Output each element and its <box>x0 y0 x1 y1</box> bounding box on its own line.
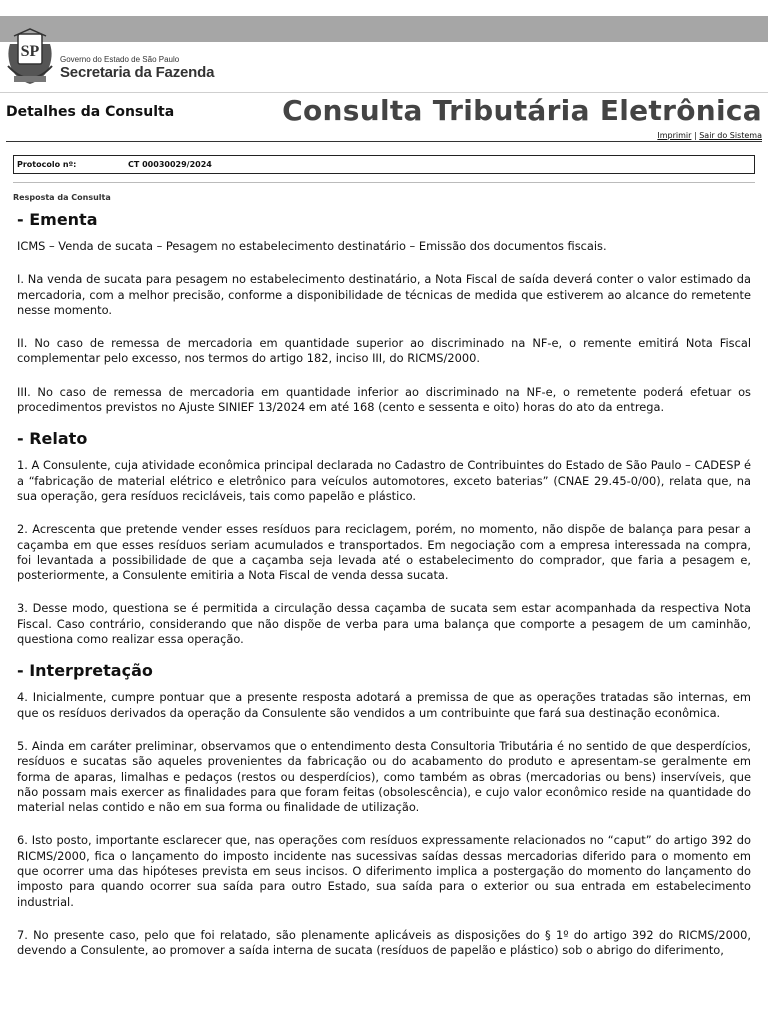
interpretacao-paragraph: 6. Isto posto, importante esclarecer que, nas operações com resíduos expressamente relacionados no “caput” do artigo 392 do RICMS/2000, fica o lançamento do imposto incidente nas sucessivas saídas dessas mercadorias diferido para o momento em que ocorrer uma das hipóteses prevista em seus incisos. O diferimento implica a postergação do momento do lançamento do imposto para quando ocorrer sua saída para outro Estado, sua saída para o exterior ou sua entrada em estabelecimento industrial. <box>17 833 751 909</box>
details-title: Detalhes da Consulta <box>6 104 175 120</box>
department-name: Secretaria da Fazenda <box>60 64 215 81</box>
page-title: Consulta Tributária Eletrônica <box>282 94 762 127</box>
protocol-divider <box>13 182 755 183</box>
relato-paragraph: 2. Acrescenta que pretende vender esses resíduos para reciclagem, porém, no momento, não dispõe de balança para pesar a caçamba em que esses resíduos seriam acumulados e transportados. Em negociação com a empresa interessada na compra, foi levantada a possibilidade de que a caçamba seja levada até o estabelecimento do comprador, que faria a pesagem e, posteriormente, a Consulente emitiria a Nota Fiscal de venda dessa sucata. <box>17 522 751 583</box>
site-header <box>0 0 768 96</box>
interpretacao-heading: - Interpretação <box>17 661 153 681</box>
sao-paulo-crest-icon <box>4 26 56 88</box>
protocol-label: Protocolo nº: <box>17 160 77 169</box>
ementa-paragraph: III. No caso de remessa de mercadoria em quantidade inferior ao discriminado na NF-e, o remetente poderá efetuar os procedimentos previstos no Ajuste SINIEF 13/2024 em até 168 (cento e sessenta e oito) horas do ato da entrega. <box>17 384 751 415</box>
logout-link[interactable]: Sair do Sistema <box>699 131 762 140</box>
relato-paragraph: 1. A Consulente, cuja atividade econômica principal declarada no Cadastro de Contribuintes do Estado de São Paulo – CADESP é a “fabricação de material elétrico e eletrônico para veículos automotores, exceto baterias” (CNAE 29.45-0/00), relata que, na sua operação, gera resíduos recicláveis, tais como papelão e plástico. <box>17 458 751 503</box>
interpretacao-paragraph: 7. No presente caso, pelo que foi relatado, são plenamente aplicáveis as disposições do § 1º do artigo 392 do RICMS/2000, devendo a Consulente, ao promover a saída interna de sucata (resíduos de papelão e plástico) sob o abrigo do diferimento, <box>17 927 751 958</box>
crest-letters: SP <box>20 43 40 60</box>
interpretacao-paragraph: 5. Ainda em caráter preliminar, observamos que o entendimento desta Consultoria Tributária é no sentido de que desperdícios, resíduos e sucatas são aqueles provenientes da fabricação ou do acabamento do produto e apresentam-se geralmente em forma de aparas, limalhas e pedaços (restos ou desperdícios), como também as obras (mercadorias ou bens) inservíveis, que não possam mais exercer as finalidades para que foram feitas (obsolescência), e cujo valor econômico reside na quantidade do material nelas contido e não em sua forma ou finalidade de utilização. <box>17 738 751 815</box>
consultation-content <box>17 208 751 977</box>
ementa-paragraph: ICMS – Venda de sucata – Pesagem no estabelecimento destinatário – Emissão dos documentos fiscais. <box>17 239 607 253</box>
relato-paragraph: 3. Desse modo, questiona se é permitida a circulação dessa caçamba de sucata sem estar acompanhada da respectiva Nota Fiscal. Caso contrário, considerando que não dispõe de verba para uma balança que comporte a pesagem de um caminhão, questiona como realizar essa operação. <box>17 601 751 647</box>
ementa-paragraph: I. Na venda de sucata para pesagem no estabelecimento destinatário, a Nota Fiscal de saída deverá conter o valor estimado da mercadoria, com a melhor precisão, conforme a disponibilidade de técnicas de medida que estiverem ao alcance do remetente nesse momento. <box>17 272 751 317</box>
ementa-paragraph: II. No caso de remessa de mercadoria em quantidade superior ao discriminado na NF-e, o remente emitirá Nota Fiscal complementar pelo excesso, nos termos do artigo 182, inciso III, do RICMS/2000. <box>17 336 751 366</box>
protocol-value: CT 00030029/2024 <box>128 160 212 169</box>
government-line: Governo do Estado de São Paulo <box>60 55 180 64</box>
print-link[interactable]: Imprimir <box>657 131 692 140</box>
ementa-heading: - Ementa <box>17 210 98 229</box>
interpretacao-paragraph: 4. Inicialmente, cumpre pontuar que a presente resposta adotará a premissa de que as operações tratadas são internas, em que os resíduos derivados da operação da Consulente são vendidos a um contribuinte que fará sua destinação econômica. <box>17 690 751 720</box>
link-separator: | <box>693 131 697 140</box>
relato-heading: - Relato <box>17 429 88 449</box>
response-label: Resposta da Consulta <box>13 193 111 202</box>
protocol-box <box>13 155 755 174</box>
title-divider <box>6 141 762 142</box>
top-links <box>657 131 762 140</box>
header-divider <box>0 92 768 93</box>
